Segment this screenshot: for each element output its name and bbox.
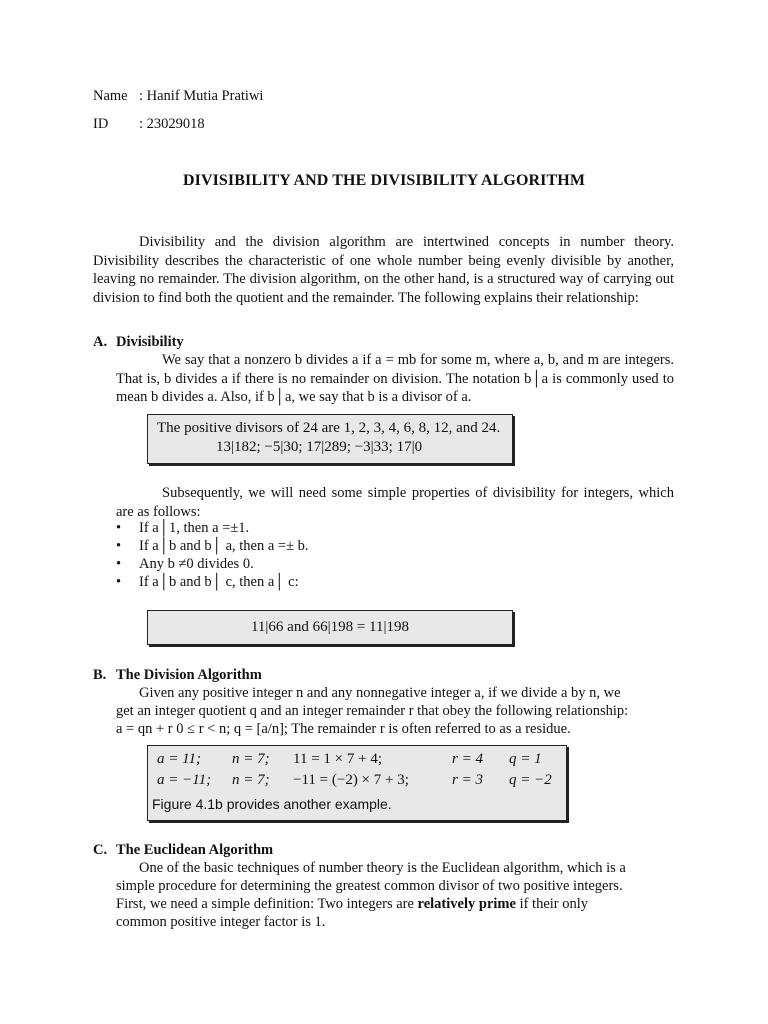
section-b-line1: Given any positive integer n and any nonnegative integer a, if we divide a by n, we [139, 685, 621, 701]
section-a-paragraph [116, 351, 674, 407]
name-value: : Hanif Mutia Pratiwi [139, 88, 264, 104]
section-c-line1: One of the basic techniques of number theory is the Euclidean algorithm, which is a [139, 860, 626, 876]
section-a-label: A. [93, 334, 108, 350]
example-n-value: n = 7; [232, 751, 270, 767]
section-c-line3-end: if their only [519, 896, 589, 912]
example-equation: −11 = (−2) × 7 + 3; [293, 772, 409, 788]
example-n-value: n = 7; [232, 772, 270, 788]
properties-intro-paragraph [116, 484, 674, 521]
division-example-box [147, 745, 567, 821]
transitivity-example-line: 11|66 and 66|198 = 11|198 [250, 619, 409, 635]
example-q-value: q = 1 [509, 751, 542, 767]
section-b-line3: a = qn + r 0 ≤ r < n; q = [a/n]; The remainder r is often referred to as a residue. [116, 721, 571, 737]
section-c-title: The Euclidean Algorithm [116, 842, 274, 858]
list-item: • If a│1, then a =±1. [116, 519, 309, 537]
section-c-line4: common positive integer factor is 1. [116, 914, 326, 930]
example-equation: 11 = 1 × 7 + 4; [293, 751, 382, 767]
intro-text: Divisibility and the division algorithm are intertwined concepts in number theory. Divisibility describes the characteristic of one whole number being evenly divisible by another, leaving no remainder. The division algorithm, on the other hand, is a structured way of carrying out division to find both the quotient and the remainder. The following explains their relationship: [93, 234, 674, 306]
section-a-title: Divisibility [116, 334, 184, 350]
section-c-line3 [116, 896, 588, 913]
divisors-example-box [147, 414, 513, 464]
intro-paragraph [93, 233, 674, 307]
properties-intro-text: Subsequently, we will need some simple properties of divisibility for integers, which are as follows: [116, 485, 674, 520]
properties-list [116, 519, 309, 591]
id-value: : 23029018 [139, 116, 205, 132]
figure-caption: Figure 4.1b provides another example. [152, 796, 392, 812]
example-a-value: a = 11; [157, 751, 202, 767]
divisors-example-line2: 13|182; −5|30; 17|289; −3|33; 17|0 [216, 439, 423, 455]
example-a-value: a = −11; [157, 772, 212, 788]
section-b-title: The Division Algorithm [116, 667, 262, 683]
section-b-line2: get an integer quotient q and an integer remainder r that obey the following relationship: [116, 703, 629, 719]
document-title: DIVISIBILITY AND THE DIVISIBILITY ALGORITHM [182, 172, 586, 189]
list-item: • If a│b and b│ c, then a│ c: [116, 573, 309, 591]
section-c-line2: simple procedure for determining the greatest common divisor of two positive integers. [116, 878, 623, 894]
example-r-value: r = 3 [452, 772, 483, 788]
list-item: • Any b ≠0 divides 0. [116, 555, 309, 573]
relatively-prime-term: relatively prime [417, 896, 516, 912]
section-b-heading [93, 667, 262, 684]
list-item: • If a│b and b│ a, then a =± b. [116, 537, 309, 555]
section-a-text: We say that a nonzero b divides a if a = mb for some m, where a, b, and m are integers. That is, b divides a if there is no remainder on division. The notation b│a is commonly used to mean b divides a. Also, if b│a, we say that b is a divisor of a. [116, 352, 674, 405]
name-label: Name [93, 88, 128, 104]
example-r-value: r = 4 [452, 751, 483, 767]
section-b-label: B. [93, 667, 107, 683]
section-c-label: C. [93, 842, 108, 858]
id-label: ID [93, 116, 109, 132]
section-c-line3-start: First, we need a simple definition: Two integers are [116, 896, 414, 912]
section-c-heading [93, 842, 273, 859]
divisors-example-line1: The positive divisors of 24 are 1, 2, 3, 4, 6, 8, 12, and 24. [157, 420, 501, 436]
example-q-value: q = −2 [509, 772, 552, 788]
section-a-heading [93, 334, 184, 351]
transitivity-example-box [147, 610, 513, 645]
